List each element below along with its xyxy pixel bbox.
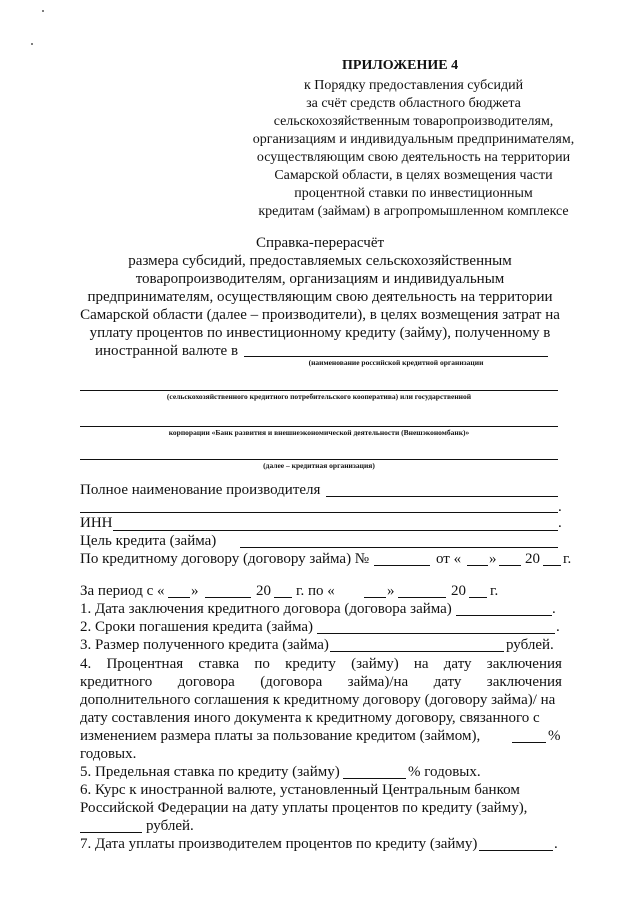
period-day-line[interactable] [168,597,190,598]
period-dot: . [554,836,558,852]
item-1-label: 1. Дата заключения кредитного договора (договора займа) [80,601,452,617]
contract-g: г. [563,551,572,567]
document-title: Справка-перерасчёт [255,235,385,251]
item-4-word: (договора [260,674,323,690]
item-4-line-4: дату составления иного документа к кредитному договору, связанного с [80,710,540,726]
creditor-line[interactable] [80,459,558,460]
item-6-line-1: 6. Курс к иностранной валюте, установленный Центральным банком [80,782,520,798]
item-4-rate-line[interactable] [512,742,546,743]
period-g-po: г. по « [296,583,335,599]
contract-quote: » [489,551,497,567]
appendix-line: Самарской области, в целях возмещения части [274,168,553,183]
scan-speck [42,10,44,12]
bank-name-line[interactable] [244,356,548,357]
item-4-word: договора [177,674,235,690]
item-4-word: (займу) [351,656,399,672]
item-5-line[interactable] [343,778,406,779]
item-2-line[interactable] [317,633,555,634]
item-4-word: заключения [486,674,562,690]
period-year2-line[interactable] [469,597,487,598]
item-3-line[interactable] [330,651,504,652]
contract-label: По кредитному договору (договору займа) № [80,551,370,567]
contract-number-line[interactable] [374,565,430,566]
period-quote: » [191,583,199,599]
inn-line[interactable] [113,530,558,531]
item-4-line-1 [80,655,562,673]
appendix-line: процентной ставки по инвестиционным [294,186,533,201]
credit-purpose-line[interactable] [240,547,558,548]
heading-line: Самарской области (далее – производители), в целях возмещения затрат на [80,307,560,323]
heading-line: размера субсидий, предоставляемых сельскохозяйственным [128,253,512,269]
item-7-label: 7. Дата уплаты производителем процентов по кредиту (займу) [80,836,478,852]
period-year-prefix: 20 [256,583,271,599]
period-year-line[interactable] [274,597,292,598]
item-3-label: 3. Размер полученного кредита (займа) [80,637,329,653]
item-4-word: займа)/на [347,674,409,690]
item-4-percent: % [548,728,561,744]
period-quote2: » [387,583,395,599]
producer-name-label: Полное наименование производителя [80,482,321,498]
item-4-word: кредиту [285,656,336,672]
period-dot: . [558,499,562,515]
producer-name-line[interactable] [326,496,558,497]
appendix-title: ПРИЛОЖЕНИЕ 4 [342,58,459,73]
item-4-line-3: дополнительного соглашения к кредитному договору (договору займа)/ на [80,692,556,708]
item-4-word: по [254,656,270,672]
item-4-word: дату [433,674,462,690]
appendix-line: осуществляющим свою деятельность на территории [256,150,571,165]
contract-day-line[interactable] [467,565,488,566]
creditor-caption: (далее – кредитная организация) [263,461,375,470]
item-4-line-5: изменением размера платы за пользование кредитом (займом), [80,728,481,744]
item-6-suffix: рублей. [146,818,194,834]
appendix-line: организациям и индивидуальным предпринимателям, [252,132,575,147]
scan-speck [31,43,33,45]
heading-line: товаропроизводителям, организациям и индивидуальным [135,271,505,287]
appendix-line: кредитам (займам) в агропромышленном комплексе [258,204,569,219]
heading-line: уплату процентов по инвестиционному кредиту (займу), полученному в [89,325,551,341]
item-4-word: кредитного [80,674,153,690]
item-4-word: дату [443,656,472,672]
item-5-suffix: % годовых. [408,764,481,780]
coop-line[interactable] [80,390,558,391]
veb-caption: корпорации «Банк развития и внешнеэкономической деятельности (Внешэкономбанк)» [168,428,470,437]
period-dot: . [552,601,556,617]
period-dot: . [556,619,560,635]
heading-line: предпринимателям, осуществляющим свою деятельность на территории [87,289,553,305]
contract-year-line[interactable] [543,565,561,566]
appendix-line: к Порядку предоставления субсидий [303,78,524,93]
item-1-line[interactable] [456,615,552,616]
period-month2-line[interactable] [398,597,446,598]
period-year2-prefix: 20 [451,583,466,599]
period-label: За период с « [80,583,165,599]
inn-label: ИНН [80,515,113,531]
item-6-line-2: Российской Федерации на дату уплаты процентов по кредиту (займу), [80,800,528,816]
item-4-word: заключения [486,656,562,672]
period-dot: . [558,515,562,531]
appendix-line: сельскохозяйственным товаропроизводителям, [273,114,554,129]
item-2-label: 2. Сроки погашения кредита (займа) [80,619,314,635]
item-3-suffix: рублей. [506,637,554,653]
item-5-label: 5. Предельная ставка по кредиту (займу) [80,764,340,780]
credit-purpose-label: Цель кредита (займа) [80,533,217,549]
item-4-word: Процентная [106,656,184,672]
period-day2-line[interactable] [364,597,386,598]
item-4-line-2 [80,673,562,691]
producer-name-line-2[interactable] [80,512,558,513]
appendix-line: за счёт средств областного бюджета [306,96,521,111]
item-4-word: на [413,656,429,672]
contract-year-prefix: 20 [525,551,540,567]
period-g: г. [490,583,499,599]
item-4-word: ставка [198,656,240,672]
coop-caption: (сельскохозяйственного кредитного потребительского кооператива) или государственной [166,392,472,401]
item-4-word: 4. [80,656,92,672]
item-4-line-6: годовых. [80,746,137,762]
contract-from: от « [436,551,462,567]
item-6-line[interactable] [80,832,142,833]
contract-month-line[interactable] [499,565,521,566]
period-month-line[interactable] [205,597,251,598]
item-7-line[interactable] [479,850,553,851]
heading-line: иностранной валюте в [95,343,239,359]
veb-line[interactable] [80,426,558,427]
bank-caption: (наименование российской кредитной организации [308,358,484,367]
